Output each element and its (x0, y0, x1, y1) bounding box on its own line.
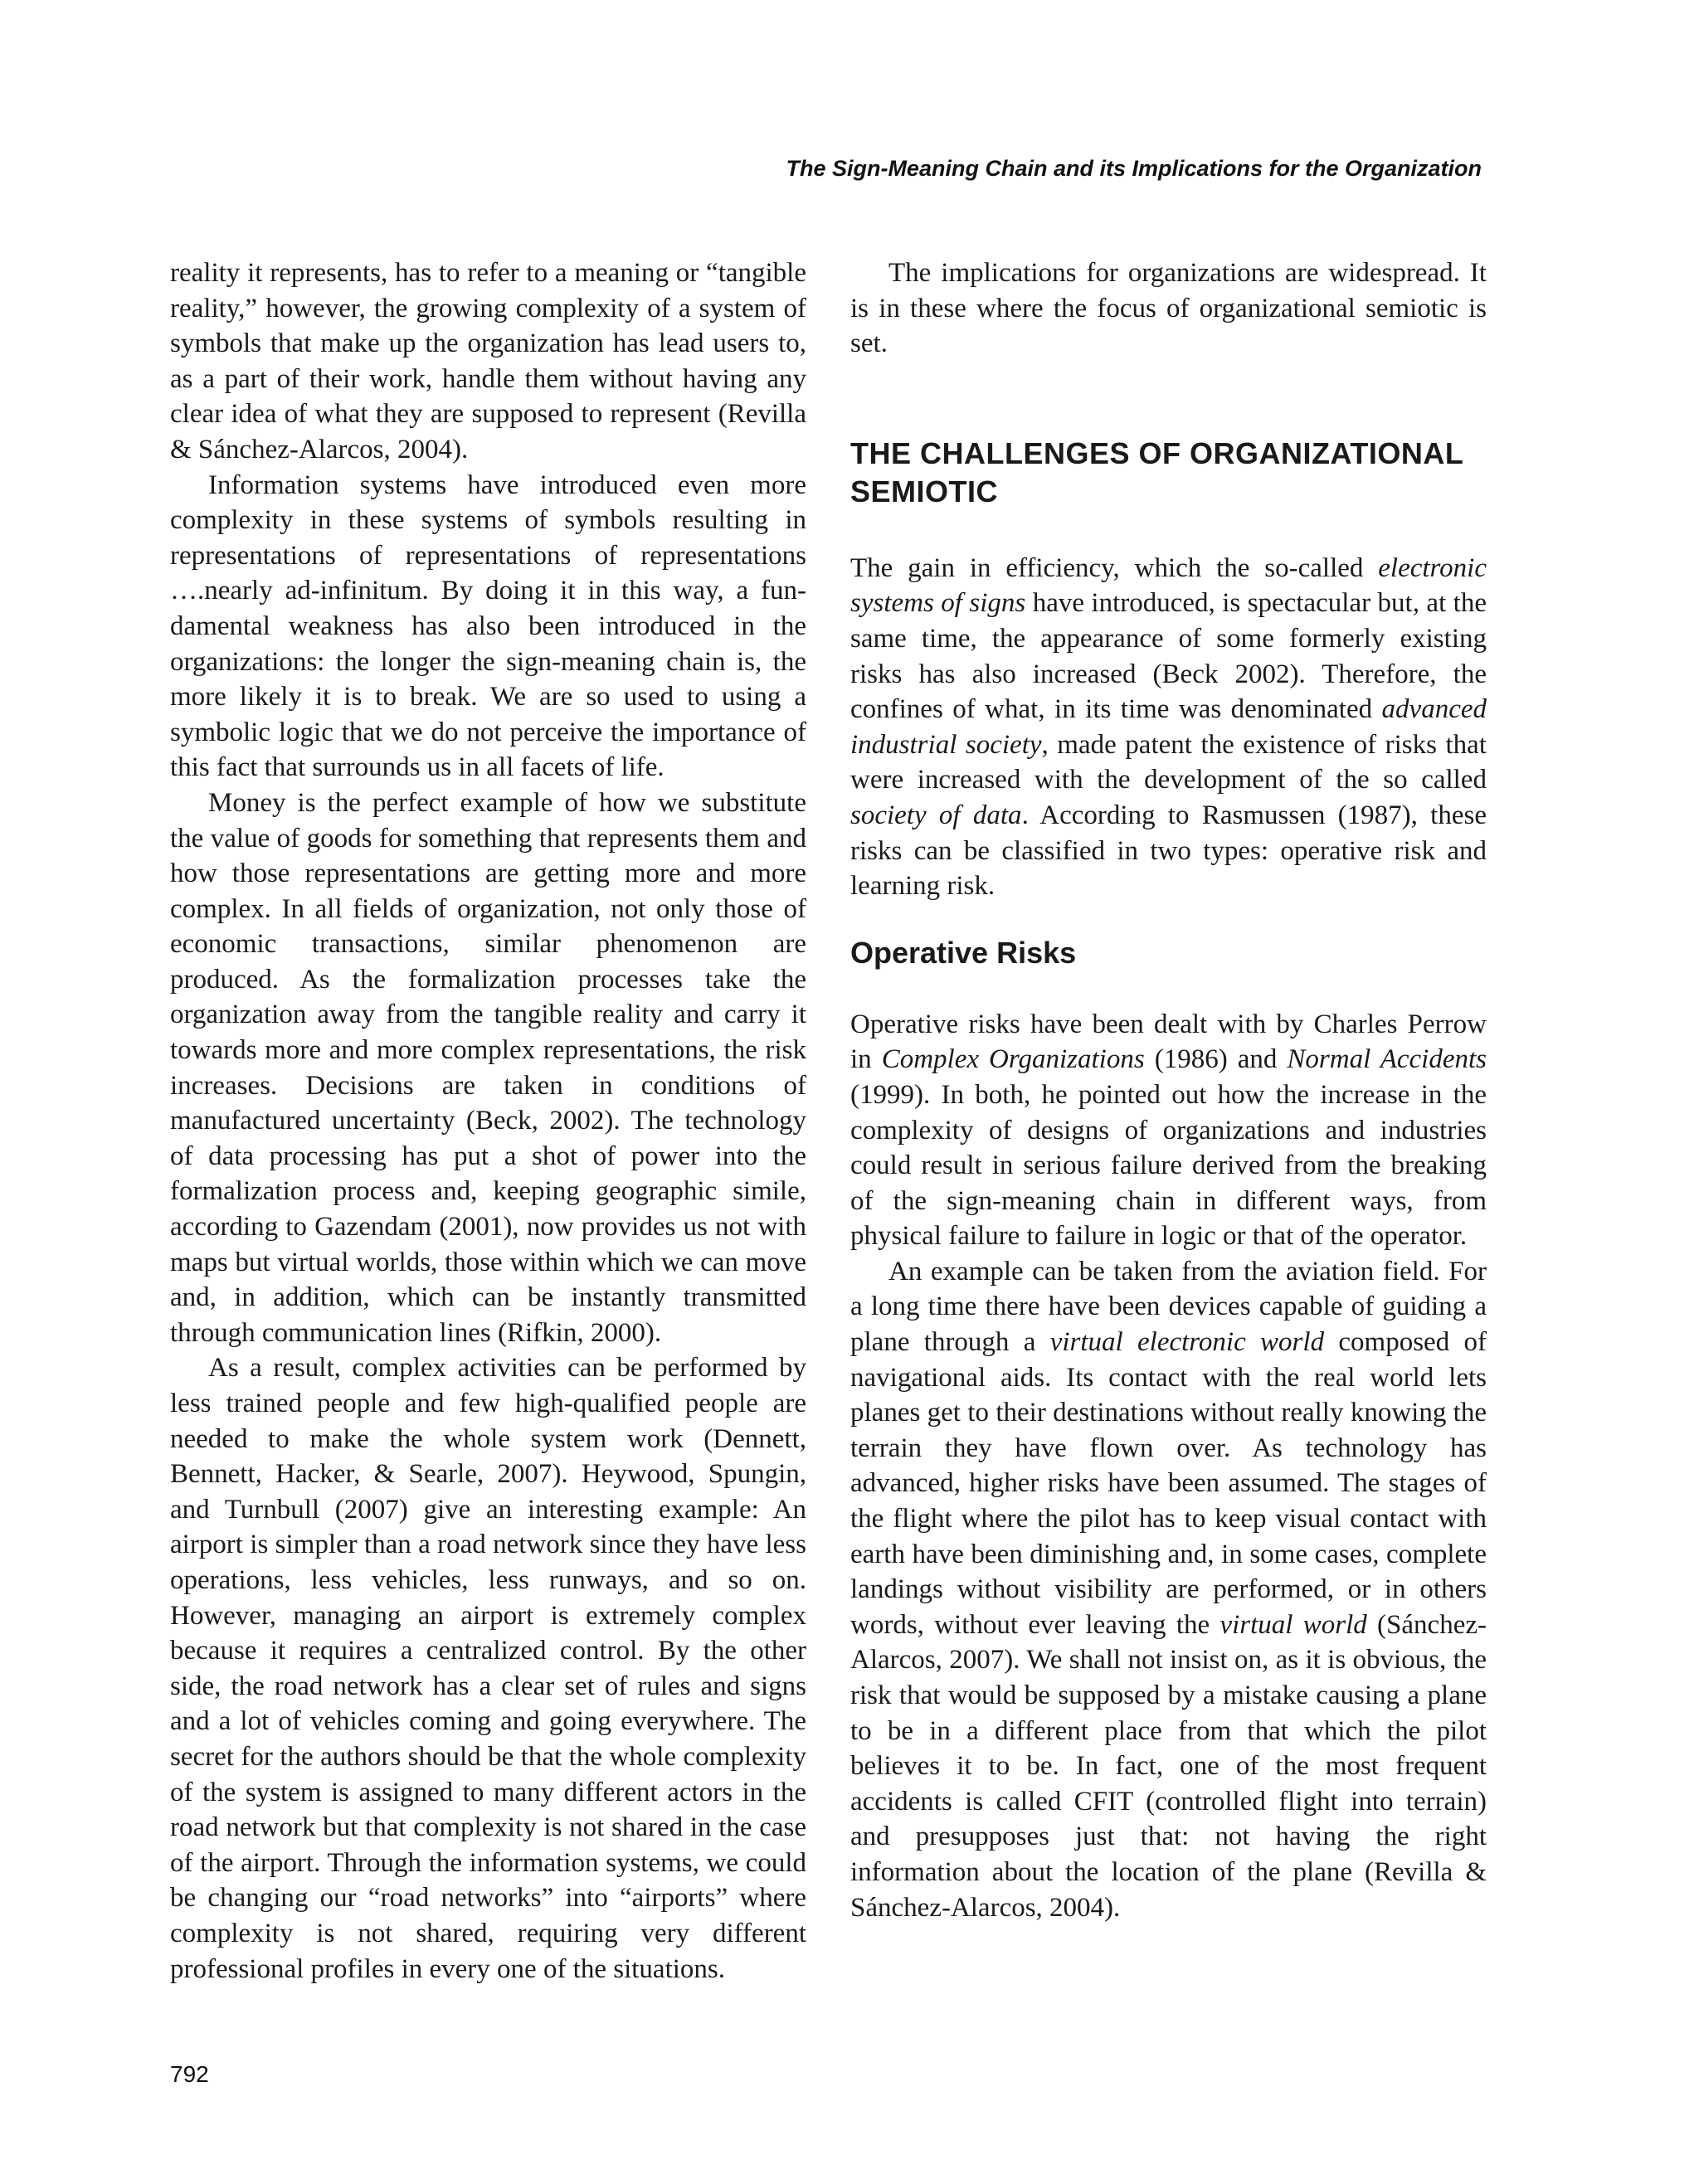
text-run: The gain in efficiency, which the so-called (850, 552, 1379, 583)
left-column (170, 255, 806, 1987)
text-run: have introduced, is spectacular but, at the same time, the appearance of some formerly existing risks has also increased (Beck 2002). Therefore, the confines of what, in its time was denominated (850, 588, 1487, 725)
paragraph (850, 1254, 1487, 1925)
italic-term: society of data (850, 800, 1022, 830)
text-run: An example can be taken from the aviation field. For a long time there have been devices capable of guiding a plane through a (850, 1256, 1487, 1358)
italic-term: virtual world (1219, 1609, 1367, 1640)
section-heading: THE CHALLENGES OF ORGANIZATIONAL SEMIOTIC (850, 435, 1463, 508)
paragraph (850, 1007, 1487, 1254)
paragraph: Money is the perfect example of how we substitute the value of goods for something that represents them and how those representations are getting more and more complex. In all fields of organization, not only those of economic transactions, similar phenomenon are produced. As the formalization processes take the organization away from the tangible reality and carry it towards more and more complex representations, the risk increases. Decisions are taken in conditions of manufactured uncertainty (Beck, 2002). The technology of data processing has put a shot of power into the formalization process and, keeping geographic simile, according to Gazendam (2001), now provides us not with maps but virtual worlds, those within which we can move and, in addition, which can be instantly transmitted through communication lines (Rifkin, 2000). (170, 787, 806, 1348)
text-run: , made patent the existence of risks that were increased with the development of the so called (850, 729, 1487, 795)
paragraph (850, 551, 1487, 904)
italic-term: Complex Organizations (881, 1044, 1145, 1075)
text-run: (1986) and (1144, 1044, 1288, 1075)
text-run: (1999). In both, he pointed out how the increase in the complexity of designs of organizations and industries could result in serious failure derived from the breaking of the sign-meaning chain in different ways, from physical failure to failure in logic or that of the operator. (850, 1079, 1487, 1252)
paragraph: As a result, complex activities can be performed by less trained people and few high-qualified people are needed to make the whole system work (Dennett, Bennett, Hacker, & Searle, 2007). Heywood, Spungin, and Turnbull (2007) give an interesting example: An airport is simpler than a road network since they have less operations, less vehicles, less runways, and so on. However, managing an airport is extremely complex because it requires a centralized control. By the other side, the road network has a clear set of rules and signs and a lot of vehicles coming and going everywhere. The secret for the authors should be that the whole complexity of the system is assigned to many different actors in the road network but that complexity is not shared in the case of the airport. Through the information systems, we could be changing our “road networks” into “airports” where complexity is not shared, requiring very different professional profiles in every one of the situations. (170, 1353, 806, 1984)
italic-term: Normal Accidents (1287, 1044, 1487, 1075)
paragraph: Information systems have introduced even more complexity in these systems of symbols resulting in representations of representations of representations ….nearly ad-infinitum. By doing it in this way, a fundamental weakness has also been introduced in the organizations: the longer the sign-meaning chain is, the more likely it is to break. We are so used to using a symbolic logic that we do not perceive the importance of this fact that surrounds us in all facets of life. (170, 469, 806, 783)
page-number: 792 (170, 2061, 209, 2087)
paragraph: reality it represents, has to refer to a meaning or “tangible reality,” however, the growing complexity of a system of symbols that make up the organization has lead users to, as a part of their work, handle them without having any clear idea of what they are supposed to represent (Revilla & Sánchez-Alarcos, 2004). (170, 258, 806, 465)
subsection-heading: Operative Risks (850, 935, 1077, 970)
italic-term: electronic systems of signs (850, 552, 1487, 619)
text-run: Operative risks have been dealt with by Charles Perrow in (850, 1009, 1487, 1075)
italic-term: advanced industrial society (850, 694, 1487, 760)
right-column (850, 255, 1487, 1925)
text-run: (Sánchez-Alarcos, 2007). We shall not insist on, as it is obvious, the risk that would be supposed by a mistake causing a plane to be in a different place from that which the pilot believes it to be. In fact, one of the most frequent accidents is called CFIT (controlled flight into terrain) and presupposes just that: not having the right information about the location of the plane (Revilla & Sánchez-Alarcos, 2004). (850, 1609, 1487, 1923)
paragraph: The implications for organizations are widespread. It is in these where the focus of organizational semiotic is set. (850, 258, 1487, 359)
running-header: The Sign-Meaning Chain and its Implications for the Organization (786, 156, 1482, 181)
text-run: composed of navigational aids. Its contact with the real world lets planes get to their destinations without really knowing the terrain they have flown over. As technology has advanced, higher risks have been assumed. The stages of the flight where the pilot has to keep visual contact with earth have been diminishing and, in some cases, complete landings without visibility are performed, or in others words, without ever leaving the (850, 1327, 1487, 1640)
text-run: . According to Rasmussen (1987), these risks can be classified in two types: operative risk and learning risk. (850, 800, 1487, 902)
italic-term: virtual electronic world (1049, 1327, 1325, 1358)
